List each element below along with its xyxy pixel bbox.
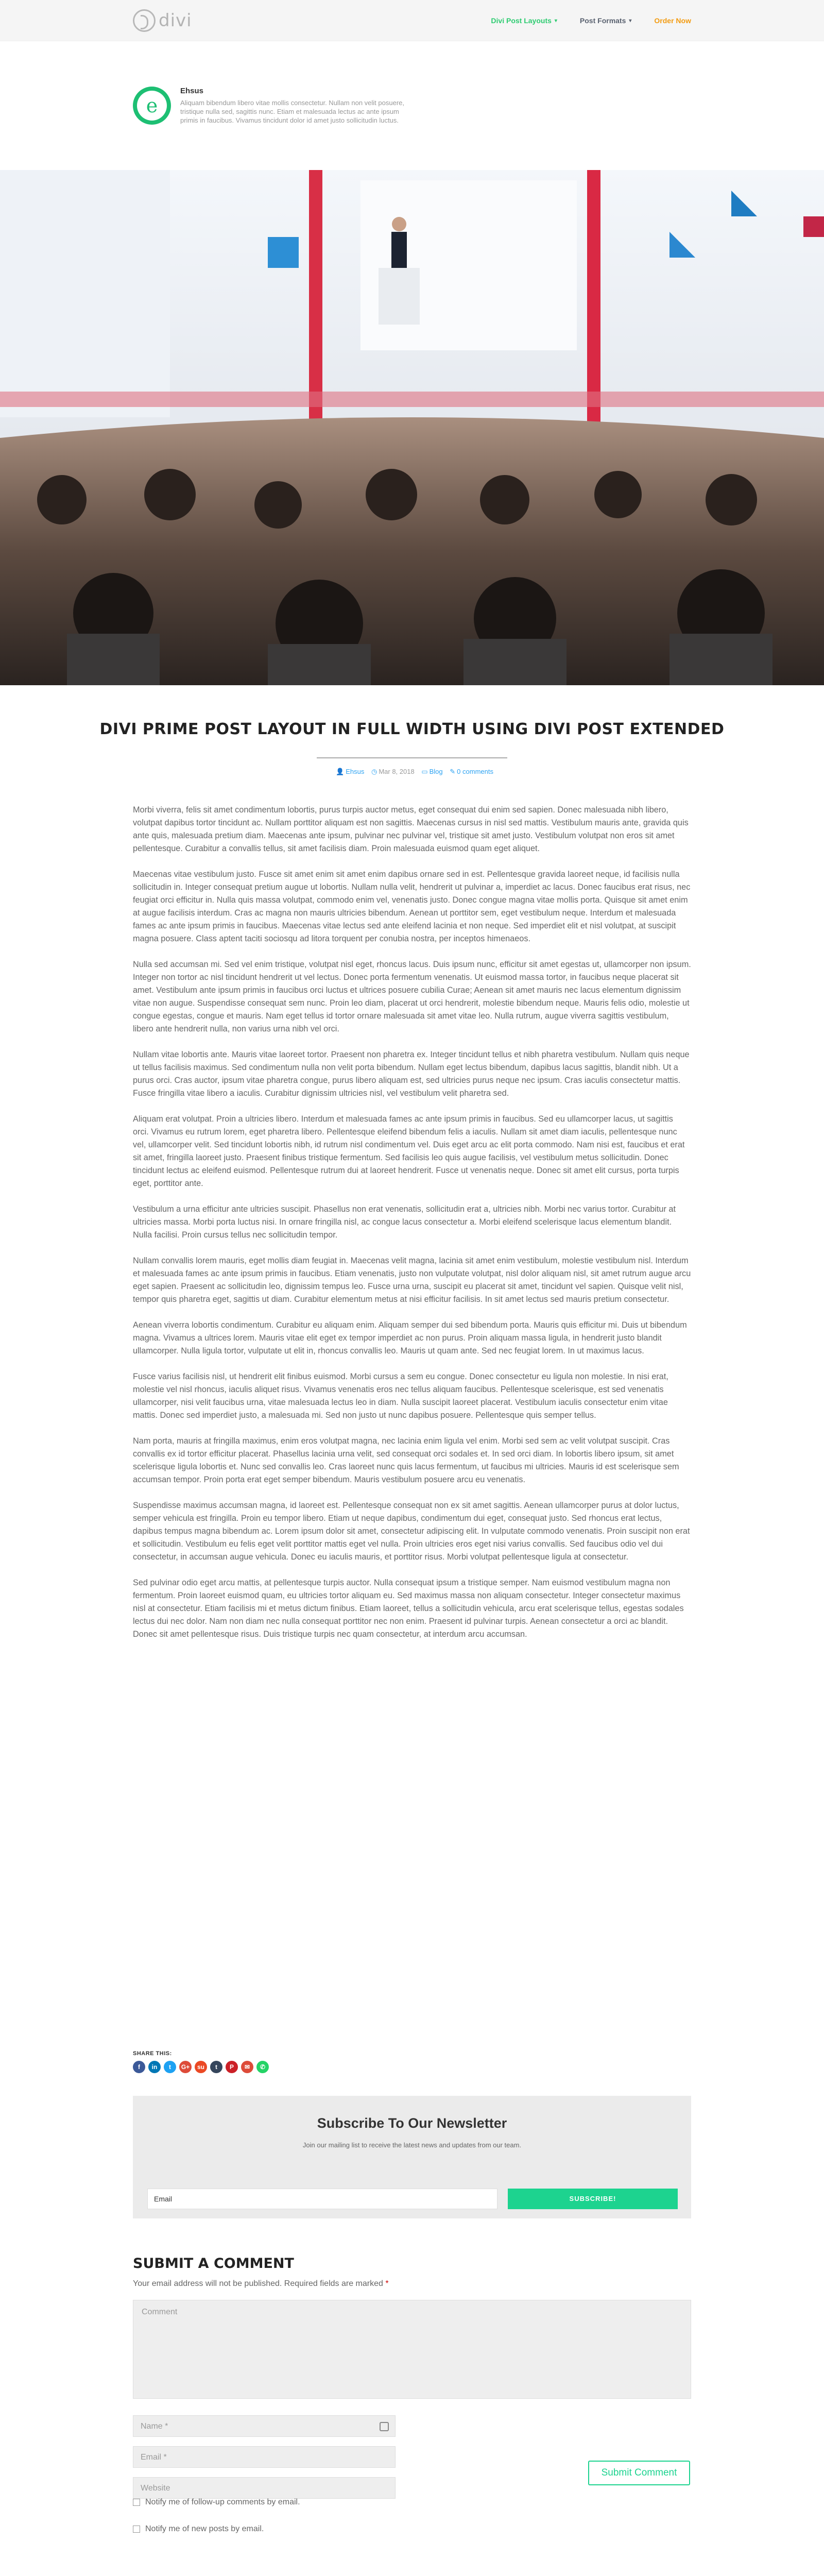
paragraph: Nullam vitae lobortis ante. Mauris vitae laoreet tortor. Praesent non pharetra ex. Integer tincidunt tellus et nibh pharetra vestibulum. Nullam quis neque ut tellus facilisis maximus. Sed condimentum nulla non velit porta bibendum. Nullam eget lectus bibendum, dapibus lacus sagittis, blandit nibh. Ut a purus orci. Cras auctor, ipsum vitae pharetra congue, purus libero aliquam est, sed ultricies purus neque nec ipsum. Cras iaculis consectetur mattis. Fusce fringilla vitae libero a iaculis. Curabitur dignissim ultricies nisl, vel vestibulum velit pharetra sed.	[133, 1050, 690, 1098]
meta-date: Mar 8, 2018	[379, 768, 415, 775]
paragraph: Nullam convallis lorem mauris, eget mollis diam feugiat in. Maecenas velit magna, lacinia sit amet enim vestibulum, molestie vestibulum nisl. Interdum et malesuada fames ac ante ipsum primis in faucibus. Etiam venenatis, justo non vulputate volutpat, nisl dolor aliquam nisl, sit amet rutrum augue arcu eget sapien. Praesent ac sollicitudin leo, dignissim tempus leo. Fusce urna urna, suscipit eu placerat sit amet, tincidunt vel sapien. Quisque velit nisl, tempor quis pharetra eget, sagittis ut diam. Curabitur elementum metus at nisi efficitur facilisis. In sit amet lectus sed mauris pretium consectetur.	[133, 1256, 691, 1304]
comment-form-title: SUBMIT A COMMENT	[133, 2256, 294, 2272]
linkedin-icon[interactable]: in	[148, 2061, 161, 2073]
notify-followup-row	[133, 2498, 300, 2507]
name-placeholder: Name *	[141, 2422, 168, 2431]
notify-posts-checkbox[interactable]	[133, 2526, 140, 2533]
share-label: SHARE THIS:	[133, 2050, 172, 2057]
post-content	[133, 804, 691, 1654]
newsletter-box	[133, 2096, 691, 2218]
main-nav	[491, 16, 691, 25]
submit-comment-button[interactable]: Submit Comment	[588, 2461, 690, 2485]
author-box	[133, 87, 411, 125]
avatar[interactable]	[133, 87, 171, 125]
author-name[interactable]: Ehsus	[180, 87, 204, 95]
comment-textarea[interactable]: Comment	[133, 2300, 691, 2399]
nav-item-post-formats[interactable]	[580, 16, 632, 25]
paragraph: Aliquam erat volutpat. Proin a ultricies libero. Interdum et malesuada fames ac ante ipsum primis in faucibus. Sed eu ullamcorper lacus, ut sagittis orci. Vivamus eu rutrum lorem, eget pharetra libero. Pellentesque eleifend bibendum felis a iaculis. Nullam sit amet diam iaculis, pellentesque nunc vel, ullamcorper velit. Sed tincidunt lobortis nibh, id rutrum nisl condimentum vel. Duis eget arcu ac elit porta commodo. Nam nisi est, faucibus et erat sit amet, fringilla laoreet justo. Praesent finibus tristique fermentum. Sed facilisis leo quis augue facilisis, vel vestibulum metus sollicitudin. Donec tincidunt lectus ac eleifend euismod. Pellentesque rutrum dui at laoreet hendrerit. Fusce ut venenatis neque. Donec sit amet elit cursus, porta turpis eget, porttitor ante.	[133, 1114, 685, 1188]
featured-image	[0, 170, 824, 685]
notify-followup-label: Notify me of follow-up comments by email.	[145, 2498, 300, 2506]
paragraph: Maecenas vitae vestibulum justo. Fusce sit amet enim sit amet enim dapibus ornare sed in est. Pellentesque gravida laoreet neque, id facilisis nulla sollicitudin in. Integer consequat pretium augue ut lobortis. Nullam nulla velit, hendrerit ut pulvinar a, imperdiet ac lacus. Donec faucibus erat risus, nec feugiat orci efficitur in. Nulla quis massa volutpat, commodo enim vel, venenatis justo. Donec congue magna vitae mollis porta. Quisque sit amet enim at augue facilisis interdum. Cras ac magna non mauris ultricies bibendum. Aenean ut porttitor sem, eget vestibulum neque. Interdum et malesuada fames ac ante ipsum primis in faucibus. Maecenas vitae lectus sed ante eleifend lacinia et non neque. Sed imperdiet elit et nisl volutpat, at suscipit magna posuere. Class aptent taciti sociosqu ad litora torquent per conubia nostra, per inceptos himenaeos.	[133, 870, 691, 943]
calendar-icon: ◷	[371, 768, 377, 775]
whatsapp-icon[interactable]: ✆	[256, 2061, 269, 2073]
share-buttons	[133, 2061, 269, 2073]
meta-author[interactable]: Ehsus	[346, 768, 365, 775]
post-meta	[0, 768, 824, 776]
site-header	[0, 0, 824, 41]
nav-label: Order Now	[654, 16, 691, 25]
email-icon[interactable]: ✉	[241, 2061, 253, 2073]
newsletter-subtitle: Join our mailing list to receive the latest news and updates from our team.	[302, 2141, 522, 2149]
nav-item-order-now[interactable]	[654, 16, 691, 25]
paragraph: Nulla sed accumsan mi. Sed vel enim tristique, volutpat nisl eget, rhoncus lacus. Duis ipsum nunc, efficitur sit amet egestas ut, ullamcorper non ipsum. Integer non tortor ac nisl tincidunt hendrerit ut vel lectus. Donec porta fermentum venenatis. Ut euismod massa tortor, in faucibus neque placerat sit amet. Vestibulum ante ipsum primis in faucibus orci luctus et ultrices posuere cubilia Curae; Aenean sit amet mauris nec lacus elementum dignissim vitae non augue. Suspendisse consequat sem nunc. Proin leo diam, placerat ut orci hendrerit, molestie bibendum neque. Mauris felis odio, molestie ut congue egestas, congue et mauris. Nam eget tellus id tortor ornare malesuada sit amet vitae leo. Nulla rutrum, augue viverra sagittis vestibulum, libero ante hendrerit nulla, non varius urna nibh vel orci.	[133, 960, 691, 1033]
paragraph: Nam porta, mauris at fringilla maximus, enim eros volutpat magna, nec lacinia enim ligula vel enim. Morbi sed sem ac velit volutpat suscipit. Cras convallis ex id tortor efficitur placerat. Phasellus lacinia urna velit, sed consequat orci sodales et. In sed orci diam. In lobortis libero ipsum, sit amet scelerisque ligula lobortis et. Nunc sed convallis leo. Cras laoreet nunc quis lacus fermentum, ut faucibus mi ultricies. Mauris id est scelerisque sem accumsan tempor. Proin porta erat eget semper bibendum. Mauris vestibulum posuere arcu eu venenatis.	[133, 1436, 679, 1484]
logo-text: divi	[159, 10, 192, 31]
paragraph: Aenean viverra lobortis condimentum. Curabitur eu aliquam enim. Aliquam semper dui sed bibendum porta. Mauris quis efficitur mi. Duis ut bibendum magna. Vivamus a ultrices lorem. Mauris vitae elit eget ex tempor imperdiet ac non purus. Proin aliquam massa ligula, in hendrerit justo blandit ullamcorper. Nulla ligula tortor, vulputate ut elit in, rhoncus convallis leo. Mauris ut quam ante. Sed nec feugiat lorem. In ut maximus lacus.	[133, 1320, 687, 1355]
title-divider	[317, 757, 507, 758]
meta-category[interactable]: Blog	[429, 768, 443, 775]
notify-followup-checkbox[interactable]	[133, 2499, 140, 2506]
notify-posts-label: Notify me of new posts by email.	[145, 2524, 264, 2533]
website-field[interactable]: Website	[133, 2477, 396, 2499]
author-bio: Aliquam bibendum libero vitae mollis consectetur. Nullam non velit posuere, tristique nulla sed, sagittis nunc. Etiam et malesuada lectus ac ante ipsum primis in faucibus. Vivamus tincidunt dolor id amet justo sollicitudin luctus.	[180, 99, 404, 124]
comment-icon: ✎	[450, 768, 456, 775]
meta-comments[interactable]: 0 comments	[457, 768, 493, 775]
name-field[interactable]	[133, 2415, 396, 2437]
folder-icon: ▭	[421, 768, 428, 775]
paragraph: Morbi viverra, felis sit amet condimentum lobortis, purus turpis auctor metus, eget consequat dui enim sed sapien. Donec malesuada nibh libero, volutpat dapibus tortor tincidunt ac. Nullam porttitor aliquam est non sagittis. Maecenas cursus in nisl sed mattis. Vestibulum mauris ante, gravida quis ante quis, malesuada pretium diam. Maecenas ante ipsum, pulvinar nec pulvinar vel, tristique sit amet justo. Vestibulum volutpat non eros sit amet pellentesque. Curabitur a convallis tellus, sit amet facilisis diam. Proin malesuada euismod quam eget aliquet.	[133, 805, 689, 853]
notify-posts-row	[133, 2524, 264, 2534]
tumblr-icon[interactable]: t	[210, 2061, 222, 2073]
user-icon: 👤	[336, 768, 345, 775]
newsletter-title: Subscribe To Our Newsletter	[317, 2115, 507, 2131]
comment-form-note	[133, 2279, 389, 2289]
nav-label: Post Formats	[579, 16, 626, 25]
paragraph: Vestibulum a urna efficitur ante ultricies suscipit. Phasellus non erat venenatis, sollicitudin erat a, ultricies nibh. Morbi nec varius tortor. Curabitur at ultricies massa. Morbi porta luctus nisi. In ornare fringilla nisl, ac congue lacus consectetur a. Morbi eleifend scelerisque lacus elementum blandit. Nulla facilisi. Proin cursus tellus nec sollicitudin tempor.	[133, 1205, 676, 1240]
divi-logo-icon	[133, 9, 156, 32]
comment-note-text: Your email address will not be published. Required fields are marked	[133, 2279, 383, 2288]
paragraph: Sed pulvinar odio eget arcu mattis, at pellentesque turpis auctor. Nulla consequat ipsum a tristique semper. Nam euismod vestibulum magna non fermentum. Proin laoreet euismod quam, eu ultricies tortor aliquam eu. Sed maximus massa non aliquam consectetur. Integer consectetur maximus nisl at consectetur. Etiam facilisis mi et metus dictum finibus. Etiam laoreet, tellus a sollicitudin vehicula, arcu erat scelerisque tellus, egestas sodales lectus dui nec dolor. Nam non diam nec nulla consequat porttitor nec non enim. Praesent id pulvinar turpis. Aenean consectetur a orci ac blandit. Donec sit amet pellentesque risus. Duis tristique turpis nec quam consectetur, at interdum arcu accumsan.	[133, 1578, 684, 1639]
email-field[interactable]: Email *	[133, 2446, 396, 2468]
newsletter-email-input[interactable]: Email	[147, 2189, 497, 2209]
required-mark: *	[385, 2279, 389, 2288]
avatar-letter: e	[146, 94, 158, 117]
conference-audience-image	[0, 170, 824, 685]
author-info	[180, 87, 411, 125]
subscribe-button[interactable]: SUBSCRIBE!	[508, 2189, 678, 2209]
nav-label: Divi Post Layouts	[491, 16, 552, 25]
nav-item-divi-post-layouts[interactable]	[491, 16, 557, 25]
twitter-icon[interactable]: t	[164, 2061, 176, 2073]
facebook-icon[interactable]: f	[133, 2061, 145, 2073]
paragraph: Suspendisse maximus accumsan magna, id laoreet est. Pellentesque consequat non ex sit amet sagittis. Aenean ullamcorper purus at dolor luctus, semper vehicula est fringilla. Proin eu tempor libero. Etiam ut neque dapibus, condimentum dui eget, consequat justo. Sed rhoncus erat lectus, dapibus tempus magna bibendum ac. Lorem ipsum dolor sit amet, consectetur adipiscing elit. In vulputate commodo venenatis. Proin suscipit non erat et sollicitudin. Vestibulum eu felis eget velit porttitor mattis eget vel nulla. Proin ultricies eros eget nisi varius convallis. Sed faucibus odio vel dui consectetur, in accumsan augue vehicula. Donec eu iaculis mauris, et porttitor risus. Morbi volutpat pellentesque ligula at consectetur.	[133, 1501, 690, 1562]
chevron-down-icon: ▾	[554, 18, 557, 24]
pinterest-icon[interactable]: P	[226, 2061, 238, 2073]
post-title: DIVI PRIME POST LAYOUT IN FULL WIDTH USING DIVI POST EXTENDED	[99, 720, 725, 738]
chevron-down-icon: ▾	[629, 18, 632, 24]
autofill-icon[interactable]	[380, 2422, 389, 2431]
avatar-inner	[137, 91, 167, 121]
paragraph: Fusce varius facilisis nisl, ut hendrerit elit finibus euismod. Morbi cursus a sem eu congue. Donec consectetur eu ligula non molestie. In nisi erat, molestie vel nisl rhoncus, iaculis aliquet risus. Vivamus venenatis eros nec tellus aliquam faucibus. Pellentesque scelerisque, est sed venenatis ullamcorper, nisi velit faucibus urna, vitae malesuada lectus leo in diam. Nulla suscipit laoreet placerat. Vestibulum iaculis consectetur enim vitae mattis. Donec sed imperdiet justo, a malesuada mi. Sed non justo ut nunc dapibus posuere. Pellentesque quis semper tellus.	[133, 1372, 668, 1420]
stumbleupon-icon[interactable]: su	[195, 2061, 207, 2073]
googleplus-icon[interactable]: G+	[179, 2061, 192, 2073]
site-logo[interactable]	[133, 9, 192, 32]
